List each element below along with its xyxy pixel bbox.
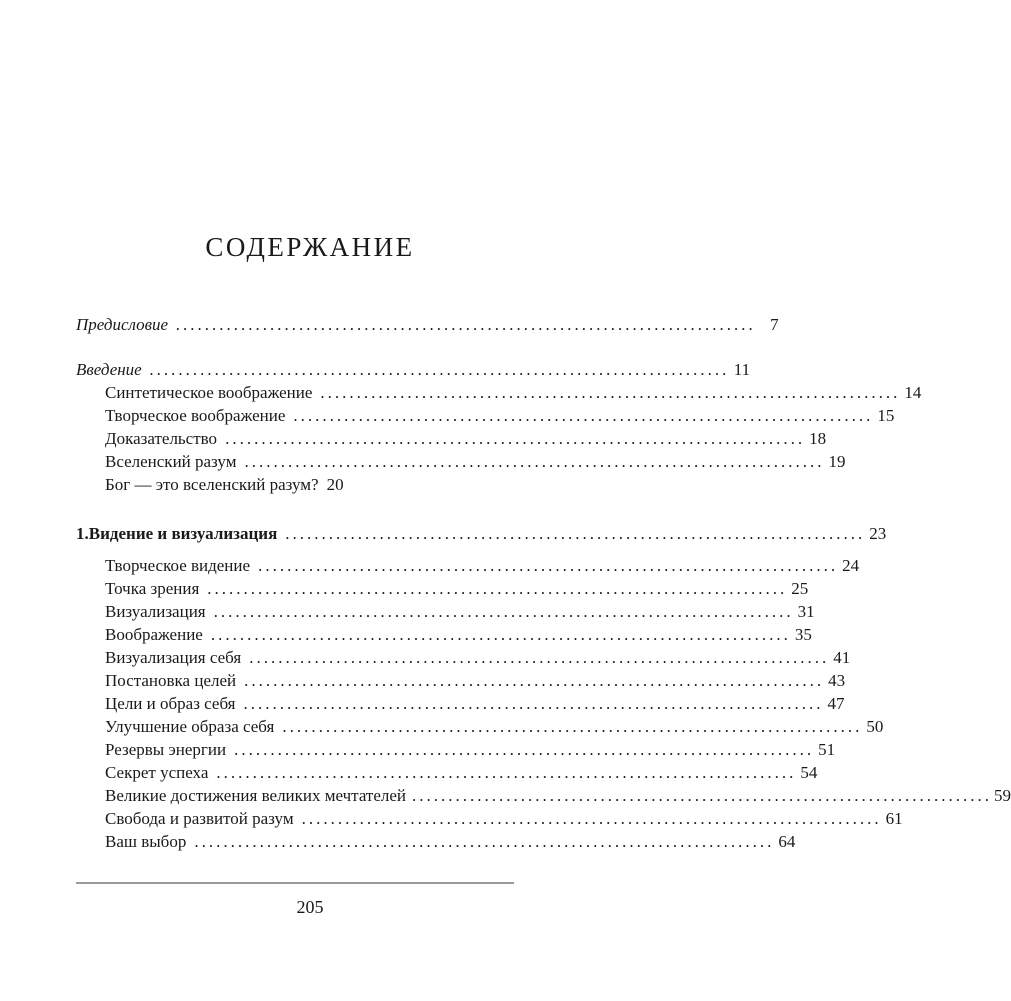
toc-subentry	[105, 578, 809, 600]
leader-dots: ................................................................................	[210, 625, 791, 644]
toc-entry-page: 18	[809, 429, 827, 448]
toc-entry-page: 50	[866, 717, 884, 736]
toc-entry-label: Точка зрения	[105, 579, 200, 598]
leader-dots: ................................................................................	[176, 315, 757, 334]
page-title: СОДЕРЖАНИЕ	[205, 232, 415, 262]
toc-subentry	[105, 762, 818, 784]
toc-entry-page: 25	[791, 579, 809, 598]
leader-dots: ................................................................................	[258, 556, 839, 575]
toc-entry-page: 54	[800, 763, 818, 782]
toc-entry-page: 15	[877, 406, 895, 425]
toc-entry-label: Улучшение образа себя	[105, 717, 275, 736]
toc-entry-page: 47	[827, 694, 845, 713]
leader-dots: ................................................................................	[194, 832, 775, 851]
toc-entry-label: Резервы энергии	[105, 740, 227, 759]
toc-entry-label: Визуализация	[105, 602, 206, 621]
leader-dots: ................................................................................	[293, 406, 874, 425]
toc-entry-page: 51	[818, 740, 836, 759]
toc-subentry	[105, 474, 514, 496]
toc-entry-label: Великие достижения великих мечтателей	[105, 786, 407, 805]
toc-entry-label: Воображение	[105, 625, 203, 644]
toc-subentry	[105, 739, 836, 761]
toc-entry-page: 43	[828, 671, 846, 690]
toc-subentry	[105, 624, 812, 646]
toc-subentry	[105, 405, 895, 427]
toc-subentry	[105, 555, 860, 577]
toc-entry-page: 19	[828, 452, 846, 471]
toc-entry-page: 23	[869, 524, 887, 543]
toc-entry-page: 59	[994, 786, 1011, 805]
leader-dots: ................................................................................	[213, 602, 794, 621]
leader-dots: ................................................................................	[249, 648, 830, 667]
toc-entry-label: Бог — это вселенский разум?	[105, 475, 319, 494]
toc-entry-label: Предисловие	[76, 315, 169, 334]
footer-divider	[76, 882, 514, 884]
leader-dots: ................................................................................	[216, 763, 797, 782]
toc-entry-page: 41	[833, 648, 851, 667]
toc-entry-page: 35	[794, 625, 812, 644]
toc-subentry	[105, 716, 884, 738]
leader-dots: ................................................................................	[301, 809, 882, 828]
toc-subentry	[105, 451, 846, 473]
toc-entry-label: Ваш выбор	[105, 832, 187, 851]
leader-dots: ................................................................................	[234, 740, 815, 759]
toc-entry-page: 31	[797, 602, 815, 621]
toc-entry-label: Видение и визуализация	[88, 524, 278, 543]
toc-entry-page: 64	[778, 832, 796, 851]
toc-subentry	[105, 831, 796, 853]
toc-entry-label: Цели и образ себя	[105, 694, 236, 713]
toc-subentry	[105, 808, 903, 830]
leader-dots: ................................................................................	[285, 524, 866, 543]
leader-dots: ................................................................................	[207, 579, 788, 598]
toc-entry-label: Визуализация себя	[105, 648, 242, 667]
toc-entry-preface	[76, 314, 779, 336]
toc-entry-page: 14	[904, 383, 922, 402]
toc-entry-label: Постановка целей	[105, 671, 237, 690]
toc-entry-page: 24	[842, 556, 860, 575]
chapter-number: 1.	[76, 524, 89, 543]
leader-dots: ................................................................................	[225, 429, 806, 448]
leader-dots: ................................................................................	[244, 452, 825, 471]
toc-subentry	[105, 693, 845, 715]
toc-entry-page: 7	[770, 315, 779, 334]
leader-dots: ................................................................................	[412, 786, 993, 805]
toc-entry-page: 61	[885, 809, 903, 828]
toc-subentry	[105, 785, 1011, 807]
toc-entry-label: Синтетическое воображение	[105, 383, 313, 402]
toc-subentry	[105, 601, 815, 623]
toc-subentry	[105, 647, 851, 669]
toc-entry-label: Вселенский разум	[105, 452, 237, 471]
leader-dots: ................................................................................	[320, 383, 901, 402]
toc-subentry	[105, 670, 846, 692]
toc-chapter-1	[76, 523, 887, 545]
toc-subentry	[105, 382, 922, 404]
toc-entry-label: Доказательство	[105, 429, 218, 448]
toc-entry-page: 11	[733, 360, 751, 379]
toc-entry-label: Введение	[76, 360, 142, 379]
leader-dots: ................................................................................	[282, 717, 863, 736]
toc-subentry	[105, 428, 827, 450]
toc-entry-page: 20	[326, 475, 344, 494]
toc-entry-introduction	[76, 359, 751, 381]
leader-dots: ................................................................................	[149, 360, 730, 379]
page-number: 205	[296, 897, 324, 917]
toc-entry-label: Творческое видение	[105, 556, 251, 575]
leader-dots: ................................................................................	[244, 671, 825, 690]
leader-dots: ................................................................................	[243, 694, 824, 713]
toc-entry-label: Творческое воображение	[105, 406, 286, 425]
toc-entry-label: Секрет успеха	[105, 763, 209, 782]
toc-entry-label: Свобода и развитой разум	[105, 809, 294, 828]
